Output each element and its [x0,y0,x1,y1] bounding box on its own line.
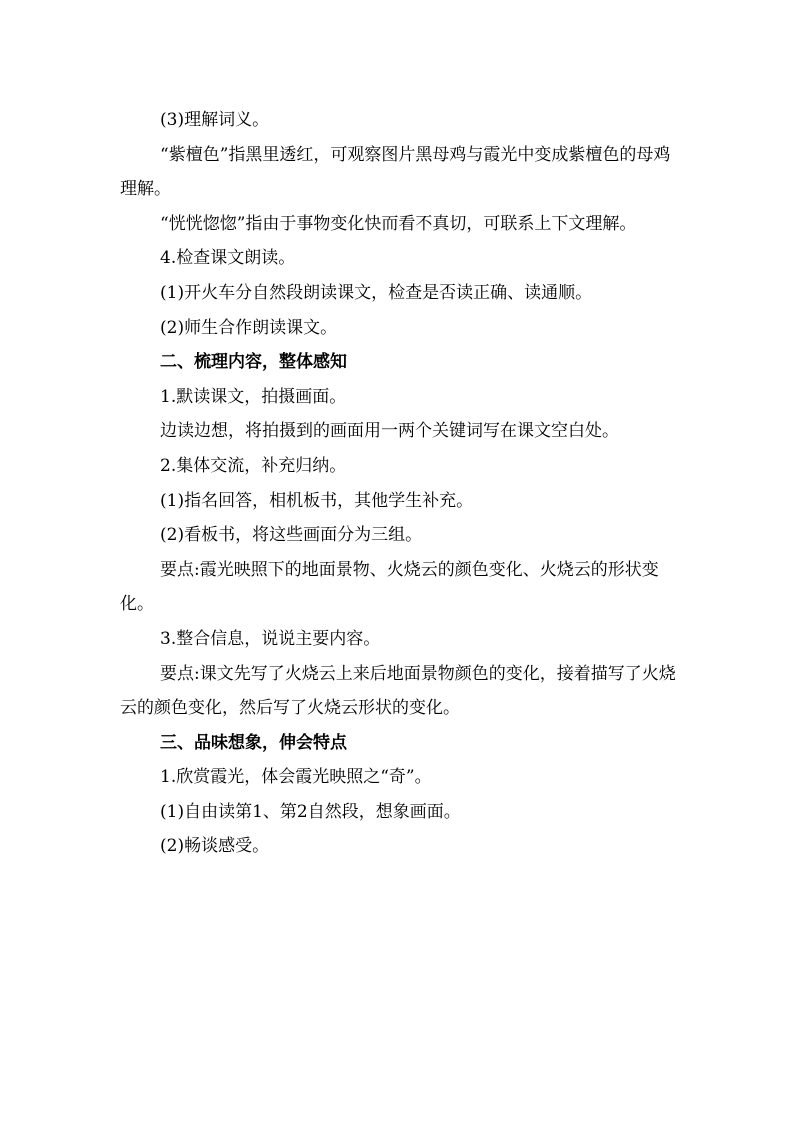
paragraph: (1)自由读第1、第2自然段，想象画面。 [160,801,461,822]
paragraph: (2)看板书，将这些画面分为三组。 [160,525,423,546]
paragraph: 4.检查课文朗读。 [160,248,296,269]
section-heading: 二、梳理内容，整体感知 [160,352,347,373]
paragraph: (2)畅谈感受。 [160,836,270,857]
paragraph: “紫檀色”指黑里透红，可观察图片黑母鸡与霞光中变成紫檀色的母鸡理解。 [120,144,671,200]
paragraph: 3.整合信息，说说主要内容。 [160,628,381,649]
paragraph: (1)开火车分自然段朗读课文，检查是否读正确、读通顺。 [160,282,593,303]
paragraph: 边读边想，将拍摄到的画面用一两个关键词写在课文空白处。 [160,421,619,442]
paragraph: 要点:课文先写了火烧云上来后地面景物颜色的变化，接着描写了火烧云的颜色变化，然后写了火烧云形状的变化。 [120,663,676,719]
paragraph: 要点:霞光映照下的地面景物、火烧云的颜色变化、火烧云的形状变化。 [120,559,659,615]
paragraph: 2.集体交流，补充归纳。 [160,455,347,476]
paragraph: 1.默读课文，拍摄画面。 [160,386,347,407]
paragraph: (1)指名回答，相机板书，其他学生补充。 [160,490,474,511]
paragraph: “恍恍惚惚”指由于事物变化快而看不真切，可联系上下文理解。 [160,213,637,234]
section-heading: 三、品味想象，伸会特点 [160,732,347,753]
paragraph: (3)理解词义。 [160,110,270,130]
paragraph: (2)师生合作朗读课文。 [160,317,338,338]
document-body [120,103,676,864]
paragraph: 1.欣赏霞光，体会霞光映照之“奇”。 [160,767,432,788]
